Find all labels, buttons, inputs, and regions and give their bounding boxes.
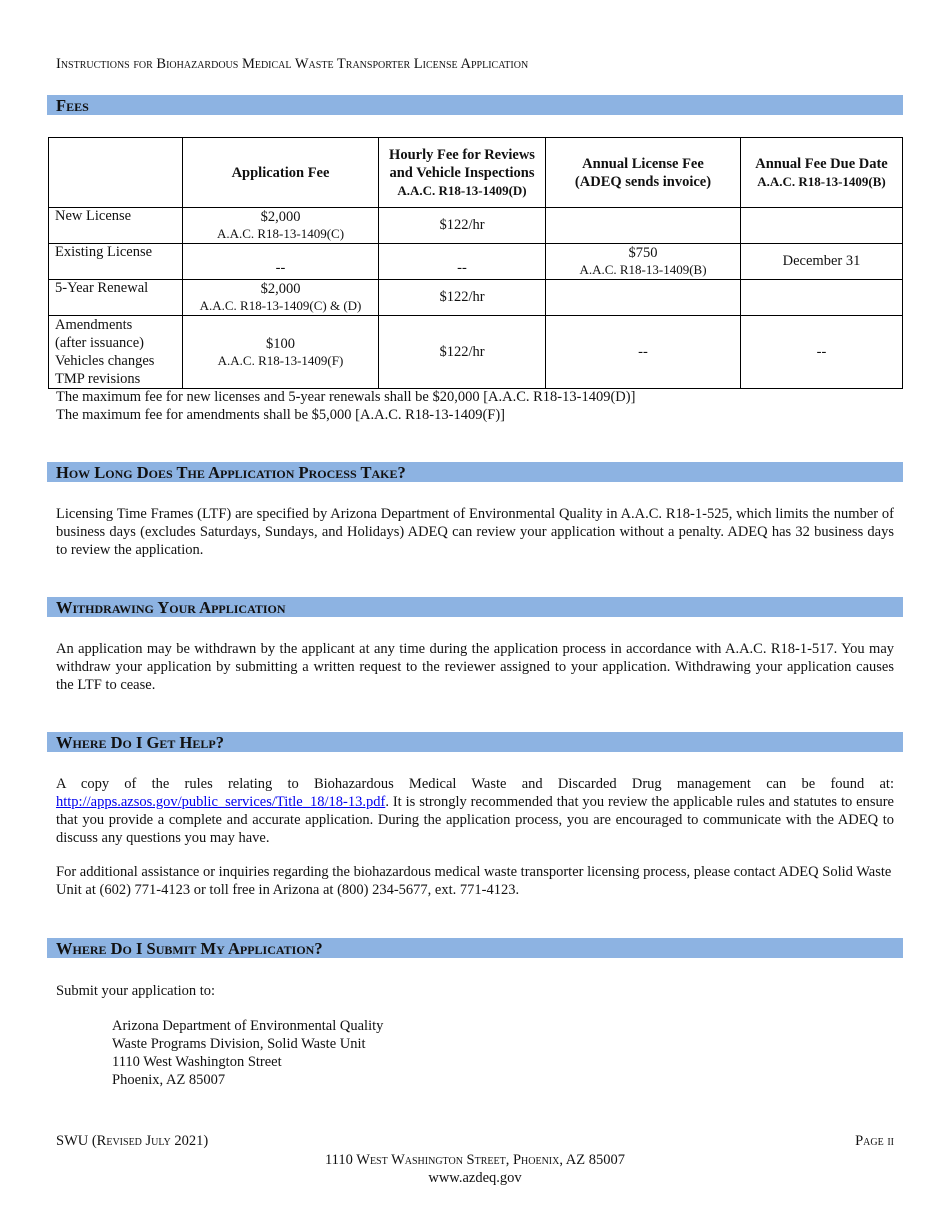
submit-intro: Submit your application to: [56, 983, 216, 999]
row-label: New License [49, 208, 183, 244]
help-contact: For additional assistance or inquiries regarding the biohazardous medical waste transporter licensing process, please contact ADEQ Solid Waste Unit at (602) 771-4123 or toll free in Arizona at (800) 234-5677, ext. 771-4123. [56, 864, 892, 898]
process-text: Licensing Time Frames (LTF) are specified by Arizona Department of Environmental Quality in A.A.C. R18-1-525, which limits the number of business days (excludes Saturdays, Sundays, and Holidays) ADEQ can review your application without a penalty. ADEQ has 32 business days to review the application. [56, 506, 894, 558]
fee-note-max-new: The maximum fee for new licenses and 5-year renewals shall be $20,000 [A.A.C. R18-13-1409(D)] [56, 389, 636, 405]
help-heading: Where Do I Get Help? [47, 732, 903, 752]
cell-annual [546, 280, 741, 316]
cell-due [741, 280, 903, 316]
table-header-row [49, 138, 903, 208]
table-row [49, 208, 903, 244]
cell-hourly: -- [379, 244, 546, 280]
cell-app-fee: $2,000 A.A.C. R18-13-1409(C) [183, 208, 379, 244]
withdraw-text: An application may be withdrawn by the applicant at any time during the application process in accordance with A.A.C. R18-1-517. You may withdraw your application by submitting a written request to the reviewer assigned to your application. Withdrawing your application causes the LTF to cease. [56, 641, 894, 693]
submit-heading: Where Do I Submit My Application? [47, 938, 903, 958]
col-annual-license-fee: Annual License Fee (ADEQ sends invoice) [546, 138, 741, 208]
fees-table [48, 137, 903, 389]
row-label: 5-Year Renewal [49, 280, 183, 316]
footer-revised: SWU (Revised July 2021) [56, 1133, 209, 1149]
cell-hourly: $122/hr [379, 208, 546, 244]
submit-address: Arizona Department of Environmental Quality Waste Programs Division, Solid Waste Unit 1110 West Washington Street Phoenix, AZ 85007 [112, 1018, 384, 1088]
cell-app-fee: $100 A.A.C. R18-13-1409(F) [183, 316, 379, 389]
process-heading: How Long Does The Application Process Take? [47, 462, 903, 482]
cell-hourly: $122/hr [379, 316, 546, 389]
row-label: Existing License [49, 244, 183, 280]
row-label: Amendments (after issuance) Vehicles changes TMP revisions [49, 316, 183, 389]
table-header-empty [49, 138, 183, 208]
fee-note-max-amend: The maximum fee for amendments shall be $5,000 [A.A.C. R18-13-1409(F)] [56, 407, 506, 423]
cell-due: -- [741, 316, 903, 389]
fees-heading: Fees [47, 95, 903, 115]
running-header: Instructions for Biohazardous Medical Waste Transporter License Application [56, 56, 529, 72]
footer-address-block: 1110 West Washington Street, Phoenix, AZ 85007 www.azdeq.gov [324, 1152, 626, 1186]
help-text: A copy of the rules relating to Biohazardous Medical Waste and Discarded Drug management can be found at: http://apps.azsos.gov/public_services/Title_18/18-13.pdf. It is strongly recommended that you review the applicable rules and statutes to ensure that you provide a complete and accurate application. During the application process, you are encouraged to communicate with the ADEQ to discuss any questions you may have. [56, 776, 894, 846]
cell-annual: -- [546, 316, 741, 389]
cell-due [741, 208, 903, 244]
cell-app-fee: -- [183, 244, 379, 280]
col-hourly-fee: Hourly Fee for Reviews and Vehicle Inspections A.A.C. R18-13-1409(D) [379, 138, 546, 208]
withdraw-heading: Withdrawing Your Application [47, 597, 903, 617]
col-annual-fee-due-date: Annual Fee Due Date A.A.C. R18-13-1409(B) [741, 138, 903, 208]
table-row [49, 280, 903, 316]
rules-link[interactable]: http://apps.azsos.gov/public_services/Title_18/18-13.pdf [56, 794, 386, 810]
cell-hourly: $122/hr [379, 280, 546, 316]
cell-app-fee: $2,000 A.A.C. R18-13-1409(C) & (D) [183, 280, 379, 316]
cell-annual: $750 A.A.C. R18-13-1409(B) [546, 244, 741, 280]
table-row [49, 244, 903, 280]
col-application-fee: Application Fee [183, 138, 379, 208]
table-row [49, 316, 903, 389]
footer-page-number: Page ii [855, 1133, 894, 1149]
cell-annual [546, 208, 741, 244]
cell-due: December 31 [741, 244, 903, 280]
